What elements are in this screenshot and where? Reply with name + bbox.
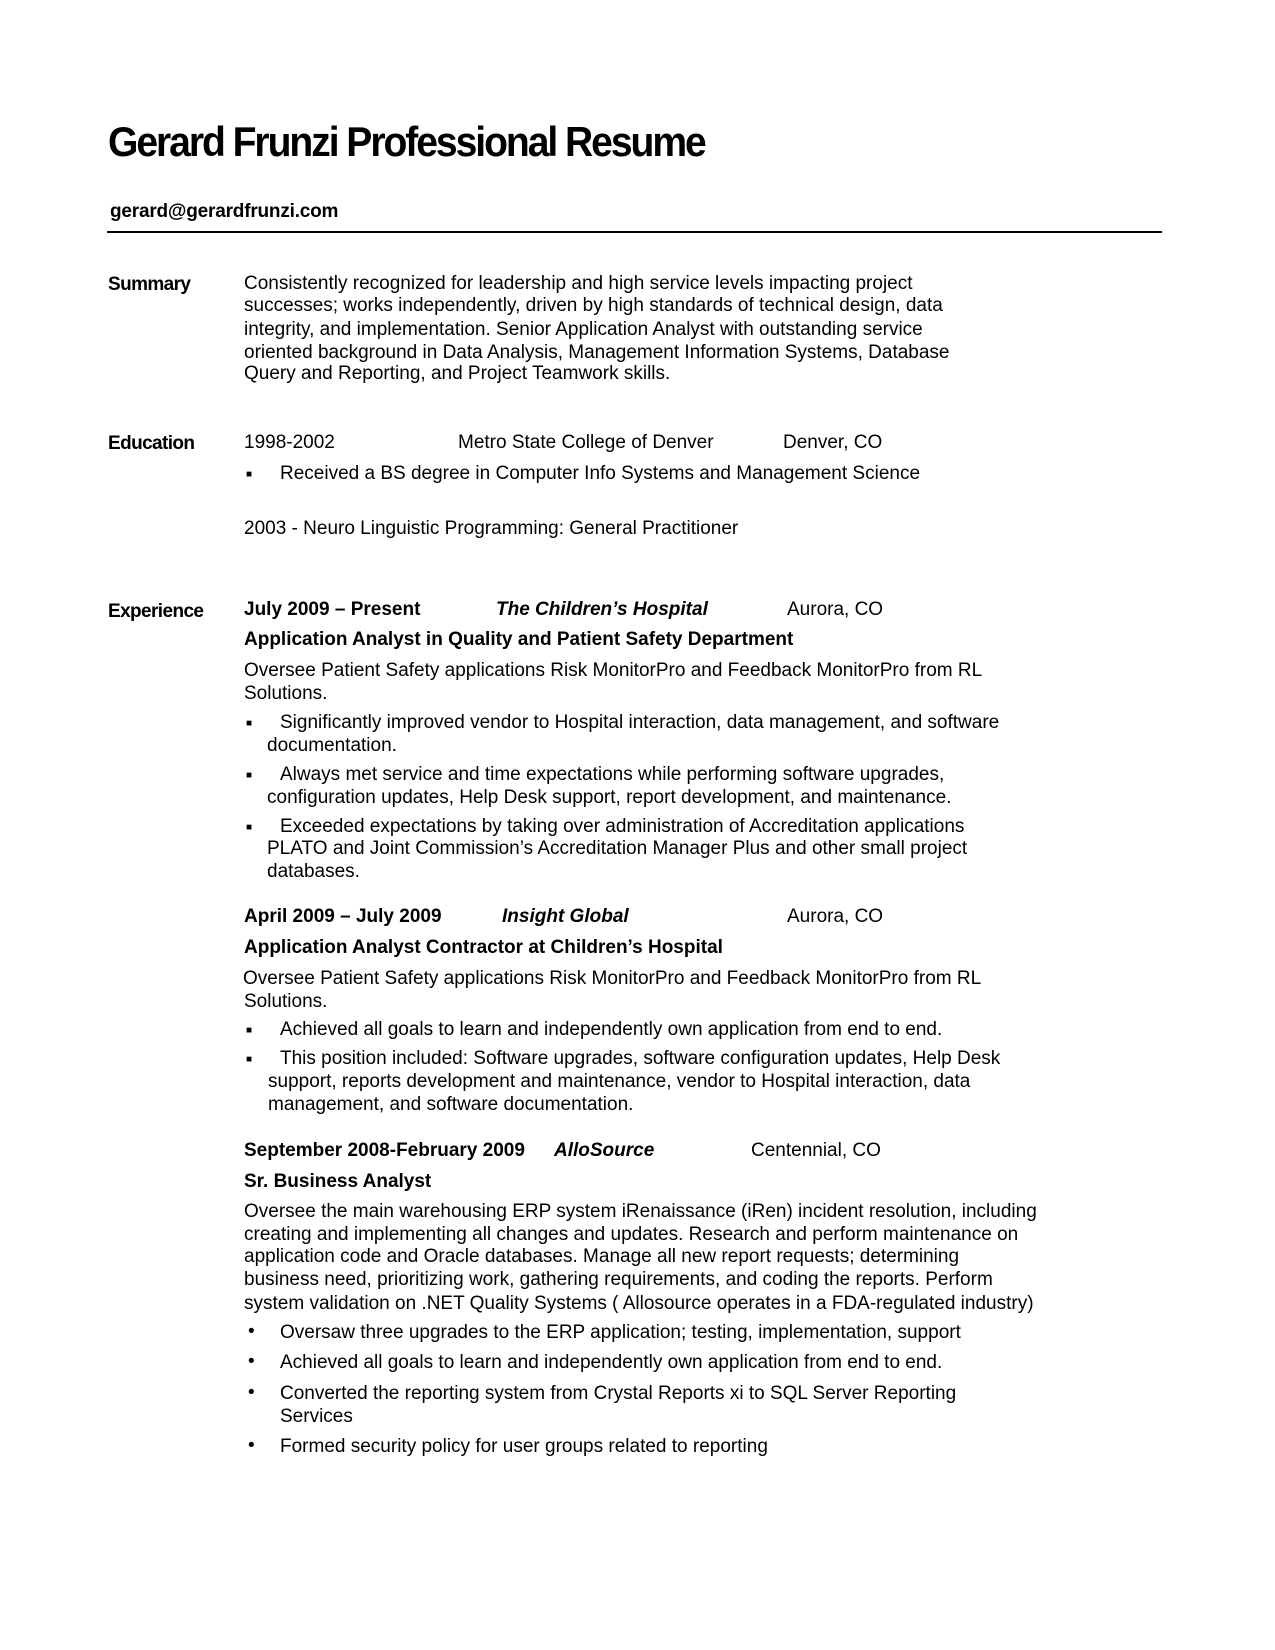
section-label-education: Education	[108, 433, 195, 454]
round-bullet-icon: •	[248, 1321, 255, 1342]
bullet-line: Achieved all goals to learn and independently own application from end to end.	[280, 1352, 943, 1373]
job-desc-line: application code and Oracle databases. Manage all new report requests; determining	[244, 1246, 960, 1267]
job-desc-line: business need, prioritizing work, gathering requirements, and coding the reports. Perform	[244, 1269, 993, 1290]
job-title: Application Analyst in Quality and Patient Safety Department	[244, 629, 794, 650]
header-divider	[107, 231, 1162, 233]
bullet-line: PLATO and Joint Commission’s Accreditation Manager Plus and other small project	[267, 838, 968, 859]
job-desc-line: Oversee Patient Safety applications Risk MonitorPro and Feedback MonitorPro from RL	[243, 968, 982, 989]
section-label-experience: Experience	[108, 601, 204, 622]
square-bullet-icon: ■	[246, 822, 253, 833]
job-location: Centennial, CO	[751, 1140, 881, 1161]
job-company: The Children’s Hospital	[496, 599, 708, 620]
job-location: Aurora, CO	[787, 906, 884, 927]
job-desc-line: creating and implementing all changes and updates. Research and perform maintenance on	[244, 1224, 1019, 1245]
bullet-line: documentation.	[267, 735, 397, 756]
job-company: AlloSource	[554, 1140, 655, 1161]
bullet-line: Always met service and time expectations while performing software upgrades,	[280, 764, 945, 785]
bullet-line: Services	[280, 1406, 353, 1427]
education-location: Denver, CO	[783, 432, 883, 453]
education-degree: Received a BS degree in Computer Info Systems and Management Science	[280, 463, 921, 484]
summary-line: Query and Reporting, and Project Teamwork skills.	[244, 363, 671, 384]
job-desc-line: Oversee Patient Safety applications Risk MonitorPro and Feedback MonitorPro from RL	[244, 660, 983, 681]
square-bullet-icon: ■	[246, 1054, 253, 1065]
bullet-line: Significantly improved vendor to Hospital interaction, data management, and software	[280, 712, 1000, 733]
bullet-line: Oversaw three upgrades to the ERP application; testing, implementation, support	[280, 1322, 961, 1343]
resume-title: Gerard Frunzi Professional Resume	[108, 118, 705, 165]
job-desc-line: Solutions.	[244, 991, 328, 1012]
square-bullet-icon: ■	[246, 770, 253, 781]
job-desc-line: system validation on .NET Quality Systems ( Allosource operates in a FDA-regulated industry)	[244, 1293, 1034, 1314]
job-title: Application Analyst Contractor at Children’s Hospital	[244, 937, 723, 958]
job-dates: July 2009 – Present	[244, 599, 421, 620]
summary-line: successes; works independently, driven by high standards of technical design, data	[244, 295, 943, 316]
round-bullet-icon: •	[248, 1435, 255, 1456]
round-bullet-icon: •	[248, 1351, 255, 1372]
education-years: 1998-2002	[244, 432, 335, 453]
bullet-line: Exceeded expectations by taking over administration of Accreditation applications	[280, 816, 965, 837]
job-location: Aurora, CO	[787, 599, 884, 620]
job-desc-line: Solutions.	[244, 683, 328, 704]
square-bullet-icon: ■	[246, 718, 253, 729]
bullet-line: support, reports development and maintenance, vendor to Hospital interaction, data	[268, 1071, 971, 1092]
round-bullet-icon: •	[248, 1382, 255, 1403]
job-title: Sr. Business Analyst	[244, 1171, 432, 1192]
square-bullet-icon: ■	[246, 1025, 253, 1036]
bullet-line: management, and software documentation.	[268, 1094, 634, 1115]
job-dates: April 2009 – July 2009	[244, 906, 442, 927]
bullet-line: Converted the reporting system from Crystal Reports xi to SQL Server Reporting	[280, 1383, 957, 1404]
square-bullet-icon: ■	[246, 469, 253, 480]
education-school: Metro State College of Denver	[458, 432, 714, 453]
bullet-line: configuration updates, Help Desk support, report development, and maintenance.	[267, 787, 952, 808]
job-desc-line: Oversee the main warehousing ERP system iRenaissance (iRen) incident resolution, including	[244, 1201, 1037, 1222]
bullet-line: This position included: Software upgrades, software configuration updates, Help Desk	[280, 1048, 1001, 1069]
job-dates: September 2008-February 2009	[244, 1140, 525, 1161]
summary-line: integrity, and implementation. Senior Application Analyst with outstanding service	[244, 319, 923, 340]
job-company: Insight Global	[502, 906, 629, 927]
section-label-summary: Summary	[108, 274, 191, 295]
education-extra: 2003 - Neuro Linguistic Programming: General Practitioner	[244, 518, 739, 539]
email-address: gerard@gerardfrunzi.com	[110, 201, 339, 222]
summary-line: Consistently recognized for leadership and high service levels impacting project	[244, 273, 913, 294]
bullet-line: Achieved all goals to learn and independently own application from end to end.	[280, 1019, 943, 1040]
bullet-line: Formed security policy for user groups related to reporting	[280, 1436, 768, 1457]
summary-line: oriented background in Data Analysis, Management Information Systems, Database	[244, 342, 950, 363]
bullet-line: databases.	[267, 861, 360, 882]
